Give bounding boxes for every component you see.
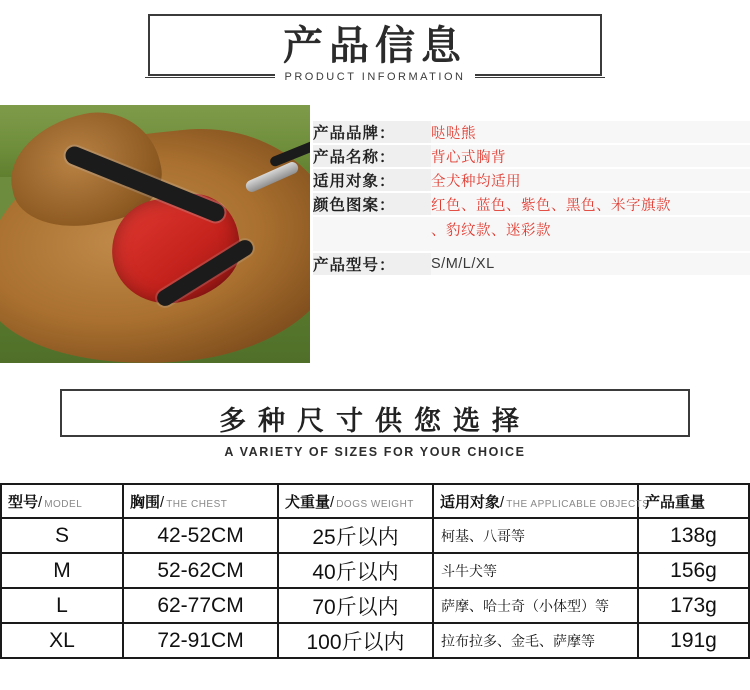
header-subtitle: PRODUCT INFORMATION [275,71,476,83]
spec-row [313,121,750,144]
product-info-section [0,105,750,383]
cell-applies: 柯基、八哥等 [433,518,638,553]
spec-row [313,144,750,168]
cell-product-weight: 173g [638,588,749,623]
spec-label-name: 产品名称： [313,144,431,168]
spec-label-target: 适用对象： [313,168,431,192]
spec-row [313,252,750,276]
spec-label-colors-continued [313,216,431,252]
cell-chest: 52-62CM [123,553,278,588]
col-header-model: 型号/ MODEL [1,484,123,518]
header-rule-right [475,77,605,78]
cell-applies: 拉布拉多、金毛、萨摩等 [433,623,638,658]
spec-value-name: 背心式胸背 [431,144,750,168]
col-header-chest: 胸围/ THE CHEST [123,484,278,518]
col-header-product-weight-cn: 产品重量 [645,493,706,511]
cell-model: M [1,553,123,588]
cell-model: S [1,518,123,553]
page-header [0,0,750,105]
spec-row-continued [313,216,750,252]
table-row [1,588,749,623]
cell-product-weight: 156g [638,553,749,588]
spec-value-colors-continued: 、豹纹款、迷彩款 [431,216,750,252]
cell-dog-weight: 100斤以内 [278,623,433,658]
col-header-dog-weight: 犬重量/ DOGS WEIGHT [278,484,433,518]
spec-label-brand: 产品品牌： [313,121,431,144]
col-header-chest-cn: 胸围 [130,493,161,511]
col-header-dog-weight-en: DOGS WEIGHT [336,498,414,510]
cell-chest: 42-52CM [123,518,278,553]
col-header-model-cn: 型号 [8,493,39,511]
cell-product-weight: 191g [638,623,749,658]
col-header-model-en: MODEL [44,498,83,510]
col-header-dog-weight-cn: 犬重量 [285,493,331,511]
cell-model: XL [1,623,123,658]
header-subtitle-row [0,71,750,83]
sizes-banner-title: 多种尺寸供您选择 [219,406,531,437]
spec-label-colors: 颜色图案： [313,192,431,216]
cell-model: L [1,588,123,623]
col-header-applies-en: THE APPLICABLE OBJECTS [506,498,650,510]
product-photo [0,105,310,363]
spec-label-model: 产品型号： [313,252,431,276]
col-header-applies: 适用对象/ THE APPLICABLE OBJECTS [433,484,638,518]
page-title: 产品信息 [283,23,467,69]
cell-chest: 72-91CM [123,623,278,658]
cell-chest: 62-77CM [123,588,278,623]
product-spec-table [313,121,750,277]
header-rule-left [145,77,275,78]
size-chart-table [0,483,750,659]
col-header-product-weight [638,484,749,518]
cell-applies: 斗牛犬等 [433,553,638,588]
col-header-chest-en: THE CHEST [166,498,228,510]
table-row [1,623,749,658]
cell-applies: 萨摩、哈士奇（小体型）等 [433,588,638,623]
spec-row [313,192,750,216]
sizes-banner-subtitle: A VARIETY OF SIZES FOR YOUR CHOICE [224,445,526,459]
sizes-banner [0,383,750,483]
table-row [1,553,749,588]
spec-value-model: S/M/L/XL [431,252,750,276]
spec-value-colors: 红色、蓝色、紫色、黑色、米字旗款 [431,192,750,216]
col-header-applies-cn: 适用对象 [440,493,501,511]
cell-dog-weight: 40斤以内 [278,553,433,588]
table-row [1,518,749,553]
size-chart-header-row [1,484,749,518]
cell-product-weight: 138g [638,518,749,553]
spec-value-target: 全犬种均适用 [431,168,750,192]
cell-dog-weight: 25斤以内 [278,518,433,553]
spec-value-brand: 哒哒熊 [431,121,750,144]
spec-row [313,168,750,192]
cell-dog-weight: 70斤以内 [278,588,433,623]
